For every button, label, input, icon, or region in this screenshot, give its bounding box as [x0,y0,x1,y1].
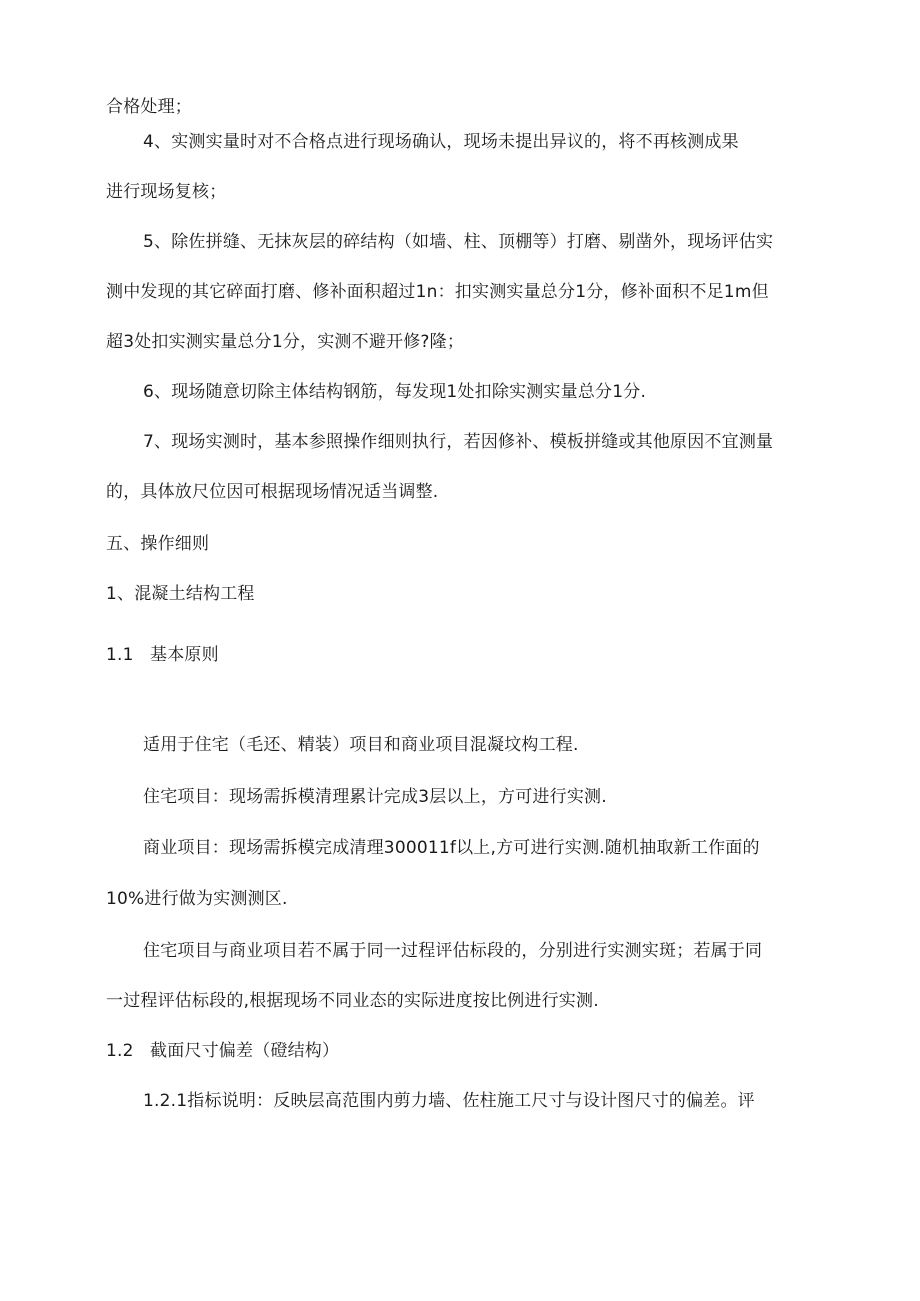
section-text: 指标说明：反映层高范围内剪力墙、佐柱施工尺寸与设计图尺寸的偏差。评 [187,1091,755,1111]
paragraph-line: 5、除佐拼缝、无抹灰层的碎结构（如墙、柱、顶棚等）打磨、剔凿外，现场评估实 [143,232,774,252]
section-number: 1.1 [106,645,134,665]
paragraph-line: 10%进行做为实测测区. [106,889,288,909]
paragraph-line: 商业项目：现场需拆模完成清理300011f以上,方可进行实测.随机抽取新工作面的 [143,838,760,858]
paragraph-line: 住宅项目与商业项目若不属于同一过程评估标段的，分别进行实测实斑；若属于同 [143,941,763,961]
paragraph-line: 合格处理； [106,97,192,117]
section-1-2-1-heading [143,1089,755,1113]
paragraph-line: 测中发现的其它碎面打磨、修补面积超过1n：扣实测实量总分1分，修补面积不足1m但 [106,282,769,302]
section-heading: 五、操作细则 [106,534,210,554]
section-title: 基本原则 [150,645,219,665]
subsection-heading: 1、混凝土结构工程 [106,584,255,604]
section-number: 1.2 [106,1041,134,1061]
paragraph-line: 进行现场复核； [106,182,227,202]
paragraph-line: 一过程评估标段的,根据现场不同业态的实际进度按比例进行实测. [106,991,599,1011]
paragraph-line: 的，具体放尺位因可根据现场情况适当调整. [106,482,439,502]
paragraph-line: 住宅项目：现场需拆模清理累计完成3层以上，方可进行实测. [143,787,607,807]
paragraph-line: 6、现场随意切除主体结构钢筋，每发现1处扣除实测实量总分1分. [143,382,647,402]
section-1-2-heading [106,1039,339,1063]
paragraph-line: 适用于住宅（毛还、精装）项目和商业项目混凝坟构工程. [143,735,579,755]
paragraph-line: 超3处扣实测实量总分1分，实测不避开修?隆； [106,332,465,352]
section-title: 截面尺寸偏差（磴结构） [150,1041,340,1061]
section-1-1-heading [106,643,219,667]
paragraph-line: 4、实测实量时对不合格点进行现场确认，现场未提出异议的，将不再核测成果 [143,132,739,152]
section-number: 1.2.1 [143,1091,188,1111]
paragraph-line: 7、现场实测时，基本参照操作细则执行，若因修补、模板拼缝或其他原因不宜测量 [143,432,774,452]
